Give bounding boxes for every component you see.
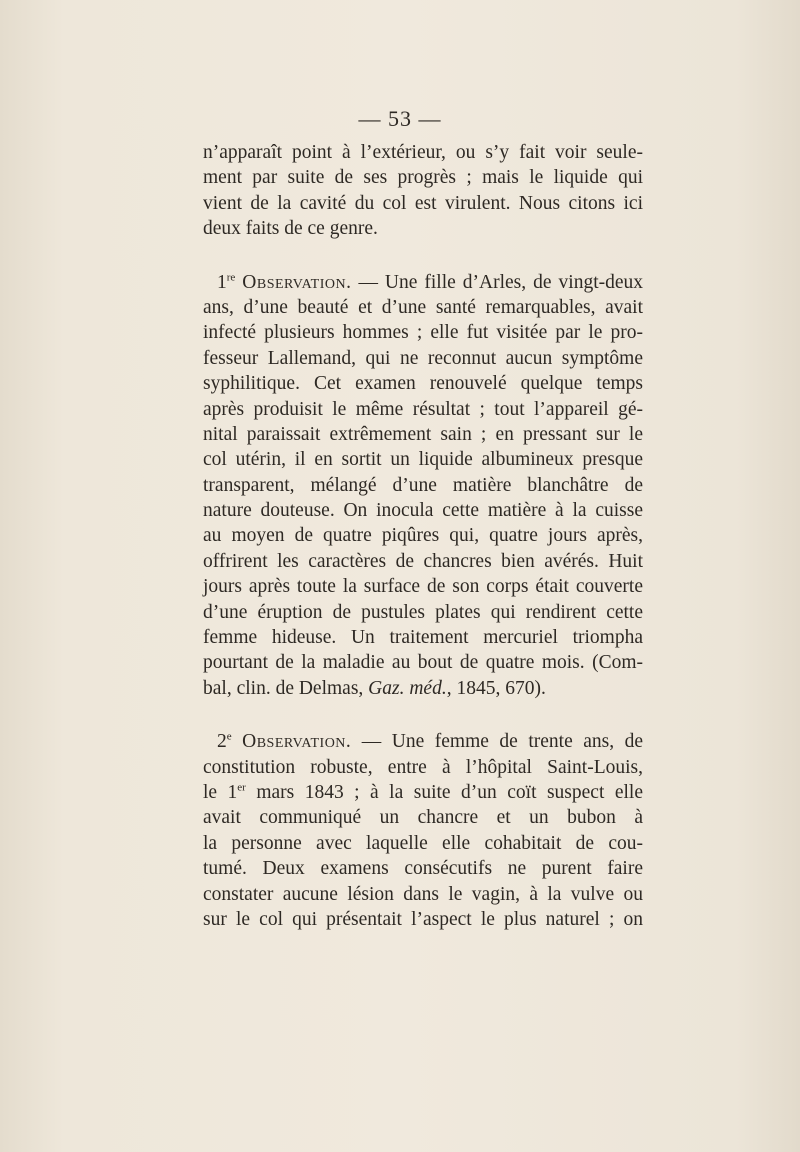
text-line: femme hideuse. Un traitement mercuriel triompha [203, 627, 643, 649]
text-line: nature douteuse. On inocula cette matière à la cuisse [203, 500, 643, 522]
page-number: — 53 — [358, 106, 442, 131]
text-fragment: — Une femme de trente ans, de [351, 731, 643, 753]
text-line: constater aucune lésion dans le vagin, à la vulve ou [203, 883, 643, 905]
text-line: tumé. Deux examens consécutifs ne purent faire [203, 858, 643, 880]
text-line [203, 780, 643, 805]
text-line: infecté plusieurs hommes ; elle fut visitée par le pro- [203, 322, 643, 344]
text-line: au moyen de quatre piqûres qui, quatre jours après, [203, 525, 643, 547]
ordinal-suffix: e [226, 730, 232, 743]
text-line: jours après toute la surface de son corps était couverte [203, 576, 643, 598]
text-line: deux faits de ce genre. [203, 218, 378, 240]
text-line: col utérin, il en sortit un liquide albumineux presque [203, 449, 643, 471]
text-line: constitution robuste, entre à l’hôpital Saint-Louis, [203, 756, 643, 778]
text-line: syphilitique. Cet examen renouvelé quelque temps [203, 373, 643, 395]
observation-number: 2 [217, 731, 227, 753]
text-line: nital paraissait extrêmement sain ; en pressant sur le [203, 423, 643, 445]
text-line: sur le col qui présentait l’aspect le plus naturel ; on [203, 908, 643, 930]
text-fragment: mars 1843 ; à la suite d’un coït suspect elle [245, 781, 643, 803]
text-line: d’une éruption de pustules plates qui rendirent cette [203, 601, 643, 623]
observation-2-heading-line [203, 729, 643, 754]
text-line: n’apparaît point à l’extérieur, ou s’y fait voir seule- [203, 142, 643, 163]
text-line: avait communiqué un chancre et un bubon à [203, 807, 643, 829]
text-line: pourtant de la maladie au bout de quatre mois. (Com- [203, 652, 643, 674]
text-line: offrirent les caractères de chancres bien avérés. Huit [203, 550, 643, 572]
text-fragment: , 1845, 670). [446, 677, 546, 699]
observation-number: 1 [217, 271, 227, 293]
text-fragment: bal, clin. de Delmas, [203, 677, 369, 699]
ordinal-suffix: re [226, 271, 236, 284]
ordinal-suffix: er [237, 781, 246, 794]
text-fragment: — Une fille d’Arles, de vingt-deux [351, 271, 644, 293]
text-line: vient de la cavité du col est virulent. Nous citons ici [203, 192, 643, 214]
text-line: la personne avec laquelle elle cohabitait de cou- [203, 832, 643, 854]
observation-heading: Observation. [242, 271, 352, 293]
observation-heading: Observation. [242, 731, 352, 753]
journal-title: Gaz. méd. [368, 677, 447, 699]
citation-line [203, 676, 643, 701]
observation-1-heading-line [203, 270, 643, 295]
text-line: fesseur Lallemand, qui ne reconnut aucun symptôme [203, 347, 643, 369]
text-fragment: le 1 [203, 781, 238, 803]
text-line: ans, d’une beauté et d’une santé remarquables, avait [203, 296, 643, 318]
text-line: ment par suite de ses progrès ; mais le liquide qui [203, 167, 643, 189]
text-line: après produisit le même résultat ; tout l’appareil gé- [203, 398, 643, 420]
page-text [203, 140, 643, 932]
text-line: transparent, mélangé d’une matière blanchâtre de [203, 474, 643, 496]
